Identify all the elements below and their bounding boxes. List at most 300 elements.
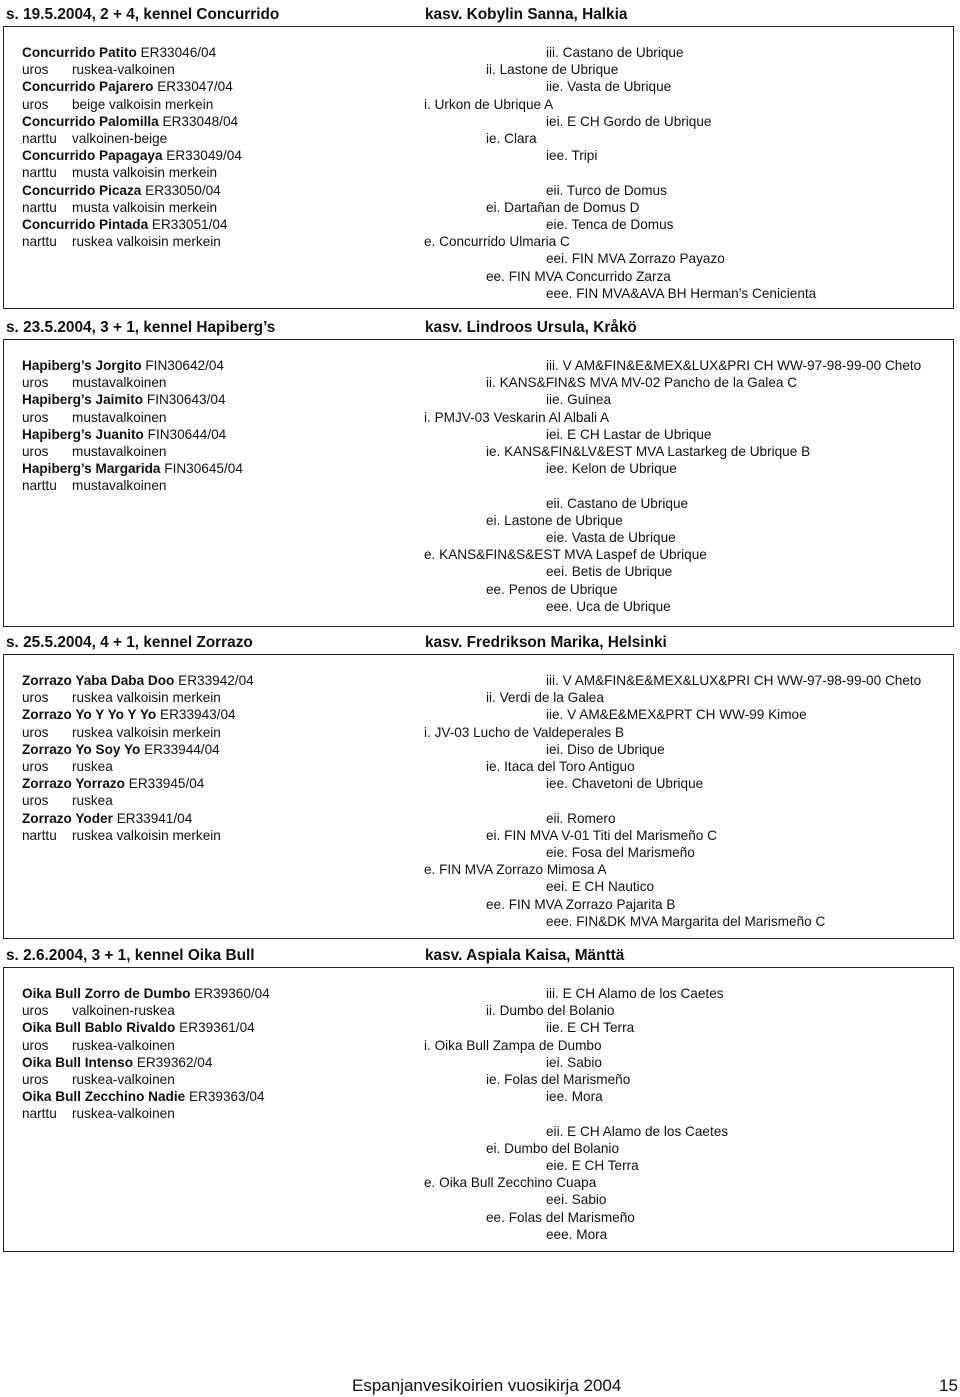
pedigree-dog: FIN MVA Zorrazo Payazo bbox=[571, 251, 725, 267]
pedigree-dog: Diso de Ubrique bbox=[567, 741, 665, 757]
pedigree-dog: Fosa del Marismeño bbox=[571, 845, 695, 860]
pup-reg-number: ER33048/04 bbox=[162, 113, 239, 129]
pedigree-dog: Uca de Ubrique bbox=[576, 598, 671, 614]
pedigree-code: eee. bbox=[546, 1226, 573, 1242]
pedigree-code: i. bbox=[424, 724, 431, 740]
pedigree-code: iie. bbox=[546, 79, 564, 95]
pedigree-dog: Vasta de Ubrique bbox=[567, 79, 672, 95]
pedigree-dog: V AM&FIN&E&MEX&LUX&PRI CH WW-97-98-99-00 Cheto bbox=[562, 358, 922, 373]
pedigree-code: eii. bbox=[546, 810, 564, 826]
pedigree-code: iii. bbox=[546, 45, 559, 60]
pup-detail-line bbox=[22, 827, 254, 844]
pedigree-dog: FIN MVA Zorrazo Pajarita B bbox=[508, 896, 676, 912]
pedigree-code: ie. bbox=[486, 1072, 501, 1087]
pedigree-dog: Mora bbox=[576, 1226, 608, 1242]
pup-reg-number: ER33943/04 bbox=[160, 707, 236, 723]
pup-reg-number: FIN30644/04 bbox=[147, 426, 227, 442]
pup-color: ruskea-valkoinen bbox=[72, 1106, 175, 1122]
pedigree-dog: E CH Terra bbox=[571, 1158, 639, 1173]
pedigree-entry bbox=[546, 250, 725, 267]
pup-name-line bbox=[22, 775, 254, 792]
pedigree-entry bbox=[486, 374, 797, 391]
pup-name: Oika Bull Intenso bbox=[22, 1054, 134, 1070]
pedigree-entry bbox=[546, 1123, 728, 1140]
pedigree-code: ie. bbox=[486, 131, 501, 146]
pup-sex: narttu bbox=[22, 234, 57, 250]
pedigree-entry bbox=[546, 529, 676, 546]
pedigree-dog: PMJV-03 Veskarin Al Albali A bbox=[434, 409, 610, 425]
pup-color: ruskea valkoisin merkein bbox=[72, 827, 221, 843]
pup-sex: uros bbox=[22, 758, 49, 774]
pedigree-entry bbox=[486, 1071, 630, 1088]
pup-name: Zorrazo Yaba Daba Doo bbox=[22, 673, 175, 688]
pedigree-dog: Mora bbox=[571, 1089, 603, 1105]
pedigree-entry bbox=[546, 1054, 602, 1071]
pup-name: Zorrazo Yoder bbox=[22, 810, 113, 826]
pup-sex: uros bbox=[22, 62, 49, 78]
pedigree-dog: Clara bbox=[504, 131, 537, 146]
pedigree-dog: Chavetoni de Ubrique bbox=[571, 776, 704, 792]
pup-reg-number: ER33051/04 bbox=[151, 216, 228, 232]
pedigree-dog: JV-03 Lucho de Valdeperales B bbox=[434, 724, 625, 740]
pedigree-entry bbox=[424, 233, 570, 250]
pedigree-dog: Kelon de Ubrique bbox=[571, 461, 677, 477]
pup-detail-line bbox=[22, 96, 242, 113]
pedigree-code: e. bbox=[424, 547, 436, 563]
pup-reg-number: FIN30642/04 bbox=[145, 358, 224, 373]
pup-sex: uros bbox=[22, 1003, 49, 1019]
pedigree-dog: Lastone de Ubrique bbox=[504, 512, 623, 528]
pup-reg-number: FIN30643/04 bbox=[146, 392, 226, 408]
pup-name: Hapiberg’s Jorgito bbox=[22, 358, 142, 373]
pup-name: Oika Bull Bablo Rivaldo bbox=[22, 1020, 176, 1036]
pup-reg-number: ER39360/04 bbox=[194, 986, 270, 1001]
pedigree-code: ei. bbox=[486, 199, 501, 215]
pedigree-dog: Penos de Ubrique bbox=[508, 581, 618, 597]
pedigree-entry bbox=[546, 741, 665, 758]
pedigree-code: ie. bbox=[486, 444, 501, 459]
pedigree-dog: Sabio bbox=[567, 1054, 602, 1070]
pup-name: Zorrazo Yo Y Yo Y Yo bbox=[22, 707, 157, 723]
pedigree-code: ee. bbox=[486, 268, 505, 284]
pedigree-code: e. bbox=[424, 234, 436, 250]
litter-box bbox=[3, 339, 954, 627]
pedigree-dog: Urkon de Ubrique A bbox=[434, 96, 554, 112]
pup-name-line bbox=[22, 741, 254, 758]
pup-color: musta valkoisin merkein bbox=[72, 199, 218, 215]
pedigree-code: eee. bbox=[546, 598, 573, 614]
pup-detail-line bbox=[22, 374, 243, 391]
pup-name: Concurrido Pajarero bbox=[22, 79, 154, 95]
pup-reg-number: ER39361/04 bbox=[179, 1020, 255, 1036]
pedigree-dog: Romero bbox=[567, 810, 616, 826]
pedigree-entry bbox=[546, 460, 677, 477]
pedigree-dog: Oika Bull Zecchino Cuapa bbox=[439, 1175, 597, 1191]
pedigree-code: eee. bbox=[546, 913, 573, 929]
pedigree-code: ee. bbox=[486, 581, 505, 597]
breeder: kasv. Kobylin Sanna, Halkia bbox=[425, 6, 628, 23]
pedigree-entry bbox=[546, 182, 667, 199]
pup-color: ruskea bbox=[72, 793, 113, 809]
pedigree-dog: E CH Gordo de Ubrique bbox=[567, 113, 712, 129]
pedigree-code: eei. bbox=[546, 564, 568, 580]
pedigree-code: ii. bbox=[486, 375, 496, 391]
pedigree-code: ii. bbox=[486, 1003, 496, 1019]
pedigree-entry bbox=[546, 426, 712, 443]
pedigree-dog: KANS&FIN&S&EST MVA Laspef de Ubrique bbox=[439, 547, 707, 563]
pup-name: Concurrido Pintada bbox=[22, 216, 149, 232]
pedigree-code: eee. bbox=[546, 285, 573, 301]
pedigree-entry bbox=[546, 1191, 606, 1208]
pedigree-code: ee. bbox=[486, 896, 505, 912]
pedigree-dog: Dartañan de Domus D bbox=[504, 199, 640, 215]
pup-sex: uros bbox=[22, 793, 49, 809]
pup-detail-line bbox=[22, 443, 243, 460]
pedigree-code: i. bbox=[424, 1037, 431, 1053]
pup-color: mustavalkoinen bbox=[72, 478, 167, 494]
pedigree-dog: Tripi bbox=[571, 148, 598, 164]
pup-detail-line bbox=[22, 233, 242, 250]
pup-name: Hapiberg’s Jaimito bbox=[22, 392, 144, 408]
pedigree-code: ei. bbox=[486, 1140, 501, 1156]
pedigree-entry bbox=[546, 78, 671, 95]
pedigree-entry bbox=[546, 913, 825, 930]
pedigree-code: eie. bbox=[546, 217, 568, 232]
pedigree-dog: FIN MVA Concurrido Zarza bbox=[508, 268, 671, 284]
breeder: kasv. Fredrikson Marika, Helsinki bbox=[425, 634, 667, 651]
pup-sex: uros bbox=[22, 96, 49, 112]
pup-name-line bbox=[22, 357, 243, 374]
pup-detail-line bbox=[22, 758, 254, 775]
pup-list bbox=[22, 985, 270, 1123]
pedigree-dog: Lastone de Ubrique bbox=[499, 62, 619, 78]
pup-list bbox=[22, 357, 243, 495]
pedigree-code: i. bbox=[424, 96, 431, 112]
pedigree-code: iie. bbox=[546, 707, 564, 723]
pedigree-code: e. bbox=[424, 1175, 436, 1191]
pup-color: ruskea-valkoinen bbox=[72, 62, 175, 78]
pedigree-dog: Oika Bull Zampa de Dumbo bbox=[434, 1037, 602, 1053]
pedigree-entry bbox=[546, 706, 807, 723]
pedigree-code: iei. bbox=[546, 741, 564, 757]
pup-sex: narttu bbox=[22, 130, 57, 146]
pup-reg-number: ER33941/04 bbox=[116, 810, 193, 826]
pedigree-code: iei. bbox=[546, 113, 564, 129]
pup-reg-number: ER33050/04 bbox=[145, 182, 221, 198]
pedigree-entry bbox=[486, 581, 618, 598]
pedigree-entry bbox=[486, 199, 639, 216]
pedigree-entry bbox=[424, 546, 707, 563]
pup-name: Zorrazo Yorrazo bbox=[22, 776, 125, 792]
pedigree-dog: E CH Terra bbox=[567, 1020, 635, 1036]
pedigree-dog: Turco de Domus bbox=[566, 182, 667, 198]
pedigree-dog: FIN MVA V-01 Titi del Marismeño C bbox=[504, 827, 717, 843]
pup-name-line bbox=[22, 182, 242, 199]
pup-color: ruskea-valkoinen bbox=[72, 1037, 175, 1053]
pedigree-entry bbox=[546, 775, 703, 792]
pup-color: mustavalkoinen bbox=[72, 409, 167, 425]
pedigree-code: eie. bbox=[546, 530, 568, 545]
pedigree-dog: Folas del Marismeño bbox=[508, 1209, 635, 1225]
pup-name: Concurrido Palomilla bbox=[22, 113, 159, 129]
pedigree-entry bbox=[424, 409, 609, 426]
pup-color: ruskea bbox=[72, 758, 113, 774]
pedigree-code: ee. bbox=[486, 1209, 505, 1225]
pup-name-line bbox=[22, 672, 254, 689]
pedigree-dog: Dumbo del Bolanio bbox=[499, 1003, 615, 1019]
pedigree-entry bbox=[546, 216, 673, 233]
pedigree-dog: FIN MVA&AVA BH Herman’s Cenicienta bbox=[576, 285, 817, 301]
pedigree-entry bbox=[546, 113, 712, 130]
pup-detail-line bbox=[22, 477, 243, 494]
pedigree-entry bbox=[546, 357, 921, 374]
pup-color: valkoinen-ruskea bbox=[72, 1003, 175, 1019]
pup-detail-line bbox=[22, 61, 242, 78]
pup-sex: narttu bbox=[22, 165, 57, 181]
pup-color: mustavalkoinen bbox=[72, 443, 167, 459]
pup-reg-number: ER33047/04 bbox=[157, 79, 233, 95]
pedigree-entry bbox=[486, 1002, 614, 1019]
pedigree-dog: Itaca del Toro Antiguo bbox=[504, 759, 635, 774]
pedigree-dog: Verdi de la Galea bbox=[499, 690, 604, 706]
pedigree-entry bbox=[486, 268, 671, 285]
pup-name-line bbox=[22, 113, 242, 130]
pedigree-dog: Castano de Ubrique bbox=[562, 45, 684, 60]
pup-name-line bbox=[22, 78, 242, 95]
pup-sex: narttu bbox=[22, 199, 57, 215]
pup-sex: narttu bbox=[22, 1106, 57, 1122]
pedigree-code: eii. bbox=[546, 182, 564, 198]
pup-detail-line bbox=[22, 1002, 270, 1019]
litter-header: s. 23.5.2004, 3 + 1, kennel Hapiberg’s bbox=[6, 319, 276, 336]
pedigree-dog: Sabio bbox=[571, 1192, 607, 1208]
pedigree-dog: Concurrido Ulmaria C bbox=[439, 234, 570, 250]
pedigree-entry bbox=[424, 1174, 596, 1191]
pedigree-code: iei. bbox=[546, 426, 564, 442]
pedigree-code: iee. bbox=[546, 461, 568, 477]
pedigree-dog: E CH Lastar de Ubrique bbox=[567, 426, 712, 442]
litter-header: s. 19.5.2004, 2 + 4, kennel Concurrido bbox=[6, 6, 280, 23]
pedigree-code: ii. bbox=[486, 62, 496, 78]
pup-name: Hapiberg’s Margarida bbox=[22, 461, 161, 477]
pedigree-dog: KANS&FIN&LV&EST MVA Lastarkeg de Ubrique B bbox=[504, 444, 811, 459]
litter-header: s. 2.6.2004, 3 + 1, kennel Oika Bull bbox=[6, 947, 255, 964]
pedigree-code: iei. bbox=[546, 1054, 564, 1070]
pedigree-entry bbox=[486, 443, 810, 460]
pup-name-line bbox=[22, 1054, 270, 1071]
pup-sex: narttu bbox=[22, 478, 57, 494]
pedigree-dog: V AM&FIN&E&MEX&LUX&PRI CH WW-97-98-99-00 Cheto bbox=[562, 673, 922, 688]
pup-detail-line bbox=[22, 724, 254, 741]
pedigree-code: eie. bbox=[546, 1158, 568, 1173]
pup-reg-number: ER33944/04 bbox=[144, 741, 220, 757]
pup-name-line bbox=[22, 1019, 270, 1036]
pedigree-entry bbox=[546, 844, 695, 861]
pedigree-code: eei. bbox=[546, 879, 568, 895]
pedigree-dog: FIN&DK MVA Margarita del Marismeño C bbox=[576, 913, 826, 929]
pedigree-code: e. bbox=[424, 862, 436, 878]
pedigree-code: iie. bbox=[546, 1020, 564, 1036]
pup-detail-line bbox=[22, 130, 242, 147]
pedigree-entry bbox=[486, 1209, 635, 1226]
pedigree-code: iee. bbox=[546, 1089, 568, 1105]
pedigree-code: iii. bbox=[546, 986, 559, 1001]
pedigree-entry bbox=[546, 598, 671, 615]
pedigree-entry bbox=[486, 827, 717, 844]
litter-box bbox=[3, 26, 954, 309]
litter-box bbox=[3, 967, 954, 1252]
pup-detail-line bbox=[22, 1037, 270, 1054]
pedigree-entry bbox=[424, 724, 624, 741]
pedigree-entry bbox=[486, 689, 604, 706]
pedigree-code: iii. bbox=[546, 673, 559, 688]
pup-sex: uros bbox=[22, 724, 49, 740]
pup-reg-number: ER39363/04 bbox=[188, 1089, 265, 1105]
litter-header: s. 25.5.2004, 4 + 1, kennel Zorrazo bbox=[6, 634, 253, 651]
pedigree-entry bbox=[546, 147, 597, 164]
pedigree-dog: Dumbo del Bolanio bbox=[504, 1140, 620, 1156]
pedigree-dog: E CH Alamo de los Caetes bbox=[567, 1123, 729, 1139]
pup-sex: uros bbox=[22, 690, 49, 706]
pup-name-line bbox=[22, 216, 242, 233]
pedigree-dog: V AM&E&MEX&PRT CH WW-99 Kimoe bbox=[567, 707, 807, 723]
pup-detail-line bbox=[22, 1105, 270, 1122]
pup-name-line bbox=[22, 460, 243, 477]
pedigree-dog: Vasta de Ubrique bbox=[571, 530, 676, 545]
breeder: kasv. Lindroos Ursula, Kråkö bbox=[425, 319, 637, 336]
pedigree-entry bbox=[546, 1019, 634, 1036]
pedigree-code: eei. bbox=[546, 251, 568, 267]
pedigree-dog: E CH Alamo de los Caetes bbox=[562, 986, 724, 1001]
pup-sex: uros bbox=[22, 409, 49, 425]
pedigree-dog: Guinea bbox=[567, 392, 612, 408]
pedigree-entry bbox=[546, 878, 654, 895]
pedigree-entry bbox=[424, 861, 607, 878]
pedigree-code: i. bbox=[424, 409, 431, 425]
pup-reg-number: ER33942/04 bbox=[178, 673, 254, 688]
pup-name-line bbox=[22, 1088, 270, 1105]
pedigree-entry bbox=[424, 96, 553, 113]
pedigree-code: ei. bbox=[486, 827, 501, 843]
pup-detail-line bbox=[22, 164, 242, 181]
pup-sex: uros bbox=[22, 443, 49, 459]
pup-color: ruskea valkoisin merkein bbox=[72, 690, 221, 706]
pedigree-code: iii. bbox=[546, 358, 559, 373]
pup-sex: uros bbox=[22, 1037, 49, 1053]
pup-name-line bbox=[22, 147, 242, 164]
pedigree-dog: E CH Nautico bbox=[571, 879, 655, 895]
pedigree-entry bbox=[486, 130, 537, 147]
pedigree-code: iee. bbox=[546, 776, 568, 792]
pup-name-line bbox=[22, 391, 243, 408]
pup-color: ruskea-valkoinen bbox=[72, 1071, 175, 1087]
pup-sex: uros bbox=[22, 1071, 49, 1087]
pup-detail-line bbox=[22, 1071, 270, 1088]
pedigree-entry bbox=[546, 1226, 607, 1243]
pedigree-code: ii. bbox=[486, 690, 496, 706]
pup-detail-line bbox=[22, 199, 242, 216]
pup-name: Hapiberg’s Juanito bbox=[22, 426, 144, 442]
pup-list bbox=[22, 672, 254, 844]
pedigree-entry bbox=[546, 1157, 639, 1174]
pup-detail-line bbox=[22, 409, 243, 426]
pup-reg-number: ER33046/04 bbox=[140, 45, 217, 60]
pedigree-entry bbox=[486, 758, 635, 775]
pedigree-entry bbox=[486, 61, 618, 78]
pedigree-entry bbox=[546, 391, 611, 408]
pedigree-entry bbox=[546, 810, 616, 827]
pup-color: valkoinen-beige bbox=[72, 130, 168, 146]
pup-name: Concurrido Papagaya bbox=[22, 148, 163, 164]
pedigree-entry bbox=[424, 1037, 602, 1054]
pedigree-entry bbox=[546, 44, 684, 61]
pedigree-dog: KANS&FIN&S MVA MV-02 Pancho de la Galea C bbox=[499, 375, 798, 391]
pedigree-code: eii. bbox=[546, 1123, 564, 1139]
pup-name-line bbox=[22, 426, 243, 443]
pup-detail-line bbox=[22, 689, 254, 706]
pedigree-entry bbox=[486, 512, 623, 529]
pup-list bbox=[22, 44, 242, 250]
pedigree-entry bbox=[546, 563, 672, 580]
pedigree-entry bbox=[546, 985, 724, 1002]
pedigree-dog: FIN MVA Zorrazo Mimosa A bbox=[439, 862, 607, 878]
pedigree-entry bbox=[546, 672, 921, 689]
pup-name-line bbox=[22, 810, 254, 827]
pup-detail-line bbox=[22, 792, 254, 809]
pup-name-line bbox=[22, 985, 270, 1002]
litter-box bbox=[3, 654, 954, 939]
pup-name: Concurrido Patito bbox=[22, 45, 137, 60]
pedigree-dog: Castano de Ubrique bbox=[567, 495, 689, 511]
pup-reg-number: ER33049/04 bbox=[166, 148, 242, 164]
pedigree-code: eie. bbox=[546, 845, 568, 860]
pup-name: Oika Bull Zorro de Dumbo bbox=[22, 986, 191, 1001]
pedigree-dog: Tenca de Domus bbox=[571, 217, 674, 232]
pedigree-code: iee. bbox=[546, 148, 568, 164]
pup-reg-number: FIN30645/04 bbox=[164, 461, 243, 477]
pup-color: mustavalkoinen bbox=[72, 375, 167, 391]
pup-color: ruskea valkoisin merkein bbox=[72, 724, 221, 740]
pedigree-entry bbox=[486, 896, 675, 913]
pedigree-entry bbox=[486, 1140, 619, 1157]
pup-name-line bbox=[22, 706, 254, 723]
pedigree-code: ie. bbox=[486, 759, 501, 774]
pup-name: Zorrazo Yo Soy Yo bbox=[22, 741, 141, 757]
pedigree-code: eii. bbox=[546, 495, 564, 511]
pup-sex: narttu bbox=[22, 827, 57, 843]
pup-name-line bbox=[22, 44, 242, 61]
page-number: 15 bbox=[939, 1376, 958, 1395]
pup-reg-number: ER39362/04 bbox=[136, 1054, 213, 1070]
pedigree-entry bbox=[546, 1088, 603, 1105]
pup-sex: uros bbox=[22, 375, 49, 391]
pedigree-code: ei. bbox=[486, 512, 501, 528]
pedigree-dog: Folas del Marismeño bbox=[504, 1072, 631, 1087]
pedigree-code: iie. bbox=[546, 392, 564, 408]
footer-title: Espanjanvesikoirien vuosikirja 2004 bbox=[352, 1376, 622, 1395]
pup-color: ruskea valkoisin merkein bbox=[72, 234, 221, 250]
pup-color: beige valkoisin merkein bbox=[72, 96, 214, 112]
pup-name: Concurrido Picaza bbox=[22, 182, 142, 198]
pedigree-entry bbox=[546, 495, 688, 512]
pedigree-entry bbox=[546, 285, 816, 302]
pup-reg-number: ER33945/04 bbox=[128, 776, 205, 792]
breeder: kasv. Aspiala Kaisa, Mänttä bbox=[425, 947, 625, 964]
pedigree-code: eei. bbox=[546, 1192, 568, 1208]
pup-color: musta valkoisin merkein bbox=[72, 165, 218, 181]
pup-name: Oika Bull Zecchino Nadie bbox=[22, 1089, 186, 1105]
pedigree-dog: Betis de Ubrique bbox=[571, 564, 673, 580]
